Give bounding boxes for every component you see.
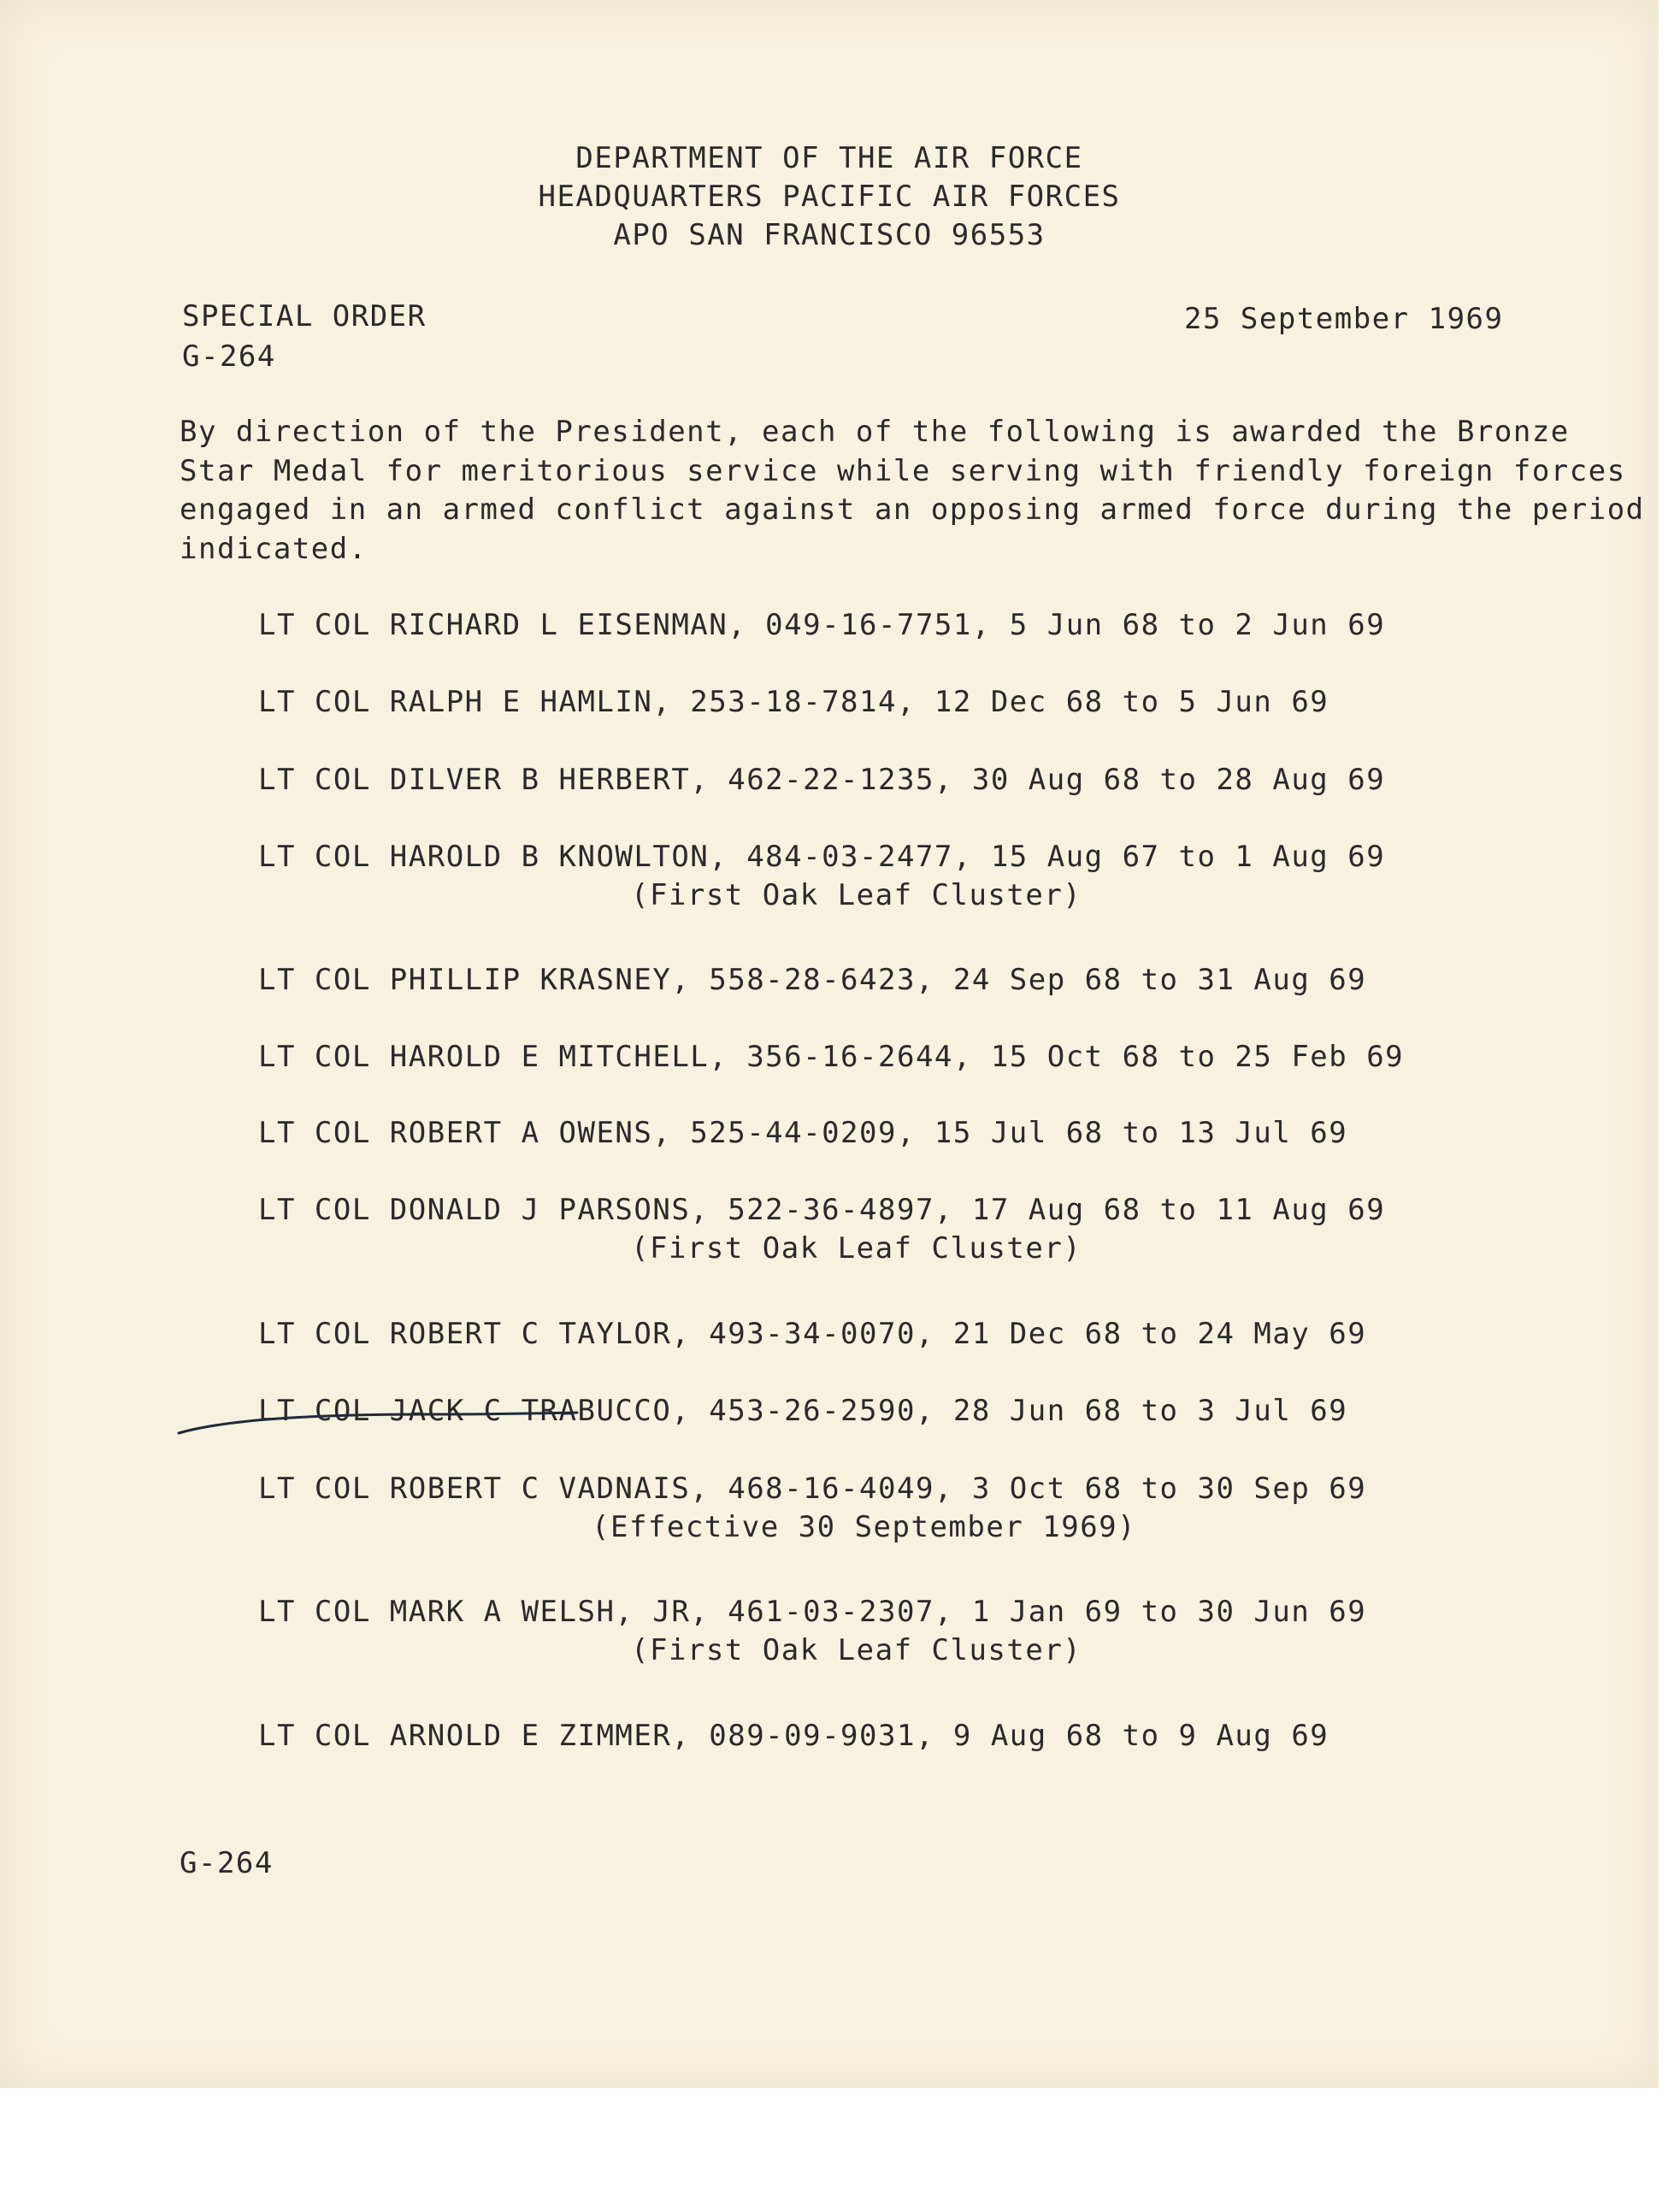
order-number: G-264 <box>182 339 276 374</box>
awardee-entry <box>258 763 1385 797</box>
awardee-note: (First Oak Leaf Cluster) <box>631 878 1082 912</box>
awardee-entry <box>258 1040 1404 1074</box>
intro-line: indicated. <box>180 531 368 566</box>
awardee-entry <box>258 1719 1329 1753</box>
awardee-text: LT COL DONALD J PARSONS, 522-36-4897, 17 Aug 68 to 11 Aug 69 <box>258 1193 1386 1227</box>
awardee-text: LT COL RICHARD L EISENMAN, 049-16-7751, 5 Jun 68 to 2 Jun 69 <box>258 608 1386 642</box>
awardee-text: LT COL ROBERT C VADNAIS, 468-16-4049, 3 Oct 68 to 30 Sep 69 <box>258 1472 1367 1506</box>
awardee-entry <box>258 840 1386 912</box>
awardee-entry <box>258 685 1329 719</box>
awardee-entry <box>258 608 1385 642</box>
awardee-text: LT COL HAROLD B KNOWLTON, 484-03-2477, 15 Aug 67 to 1 Aug 69 <box>258 840 1386 874</box>
intro-line: Star Medal for meritorious service while serving with friendly foreign forces <box>180 453 1626 488</box>
awardee-text: LT COL HAROLD E MITCHELL, 356-16-2644, 15 Oct 68 to 25 Feb 69 <box>258 1040 1405 1074</box>
letterhead-address: APO SAN FRANCISCO 96553 <box>613 218 1046 252</box>
awardee-entry <box>258 1595 1367 1667</box>
awardee-entry <box>258 1193 1386 1266</box>
awardee-text: LT COL ARNOLD E ZIMMER, 089-09-9031, 9 Aug 68 to 9 Aug 69 <box>258 1719 1329 1753</box>
awardee-text: LT COL DILVER B HERBERT, 462-22-1235, 30 Aug 68 to 28 Aug 69 <box>258 763 1386 797</box>
awardee-note: (First Oak Leaf Cluster) <box>631 1231 1082 1266</box>
footer-order-number: G-264 <box>180 1846 274 1880</box>
letterhead-department: DEPARTMENT OF THE AIR FORCE <box>575 141 1083 175</box>
awardee-text: LT COL PHILLIP KRASNEY, 558-28-6423, 24 Sep 68 to 31 Aug 69 <box>258 963 1367 997</box>
order-date: 25 September 1969 <box>1184 302 1504 336</box>
handwritten-underline <box>175 1392 586 1443</box>
awardee-entry <box>258 1472 1367 1544</box>
intro-line: By direction of the President, each of the following is awarded the Bronze <box>180 415 1570 449</box>
awardee-text: LT COL ROBERT A OWENS, 525-44-0209, 15 Jul 68 to 13 Jul 69 <box>258 1116 1348 1150</box>
awardee-text: LT COL JACK C TRABUCCO, 453-26-2590, 28 Jun 68 to 3 Jul 69 <box>258 1394 1348 1428</box>
order-identifier <box>182 297 427 377</box>
letterhead <box>0 139 1659 255</box>
order-type: SPECIAL ORDER <box>182 299 427 333</box>
awardee-text: LT COL MARK A WELSH, JR, 461-03-2307, 1 Jan 69 to 30 Jun 69 <box>258 1595 1367 1629</box>
awardee-note: (Effective 30 September 1969) <box>592 1510 1137 1544</box>
awardee-note: (First Oak Leaf Cluster) <box>631 1633 1082 1667</box>
letterhead-headquarters: HEADQUARTERS PACIFIC AIR FORCES <box>538 180 1121 214</box>
awardee-text: LT COL RALPH E HAMLIN, 253-18-7814, 12 Dec 68 to 5 Jun 69 <box>258 685 1329 719</box>
intro-paragraph <box>180 413 1645 569</box>
awardee-entry <box>258 1317 1366 1351</box>
intro-line: engaged in an armed conflict against an opposing armed force during the period <box>180 493 1645 527</box>
awardee-entry <box>258 1116 1347 1150</box>
awardee-text: LT COL ROBERT C TAYLOR, 493-34-0070, 21 Dec 68 to 24 May 69 <box>258 1317 1367 1351</box>
awardee-entry <box>258 963 1366 997</box>
